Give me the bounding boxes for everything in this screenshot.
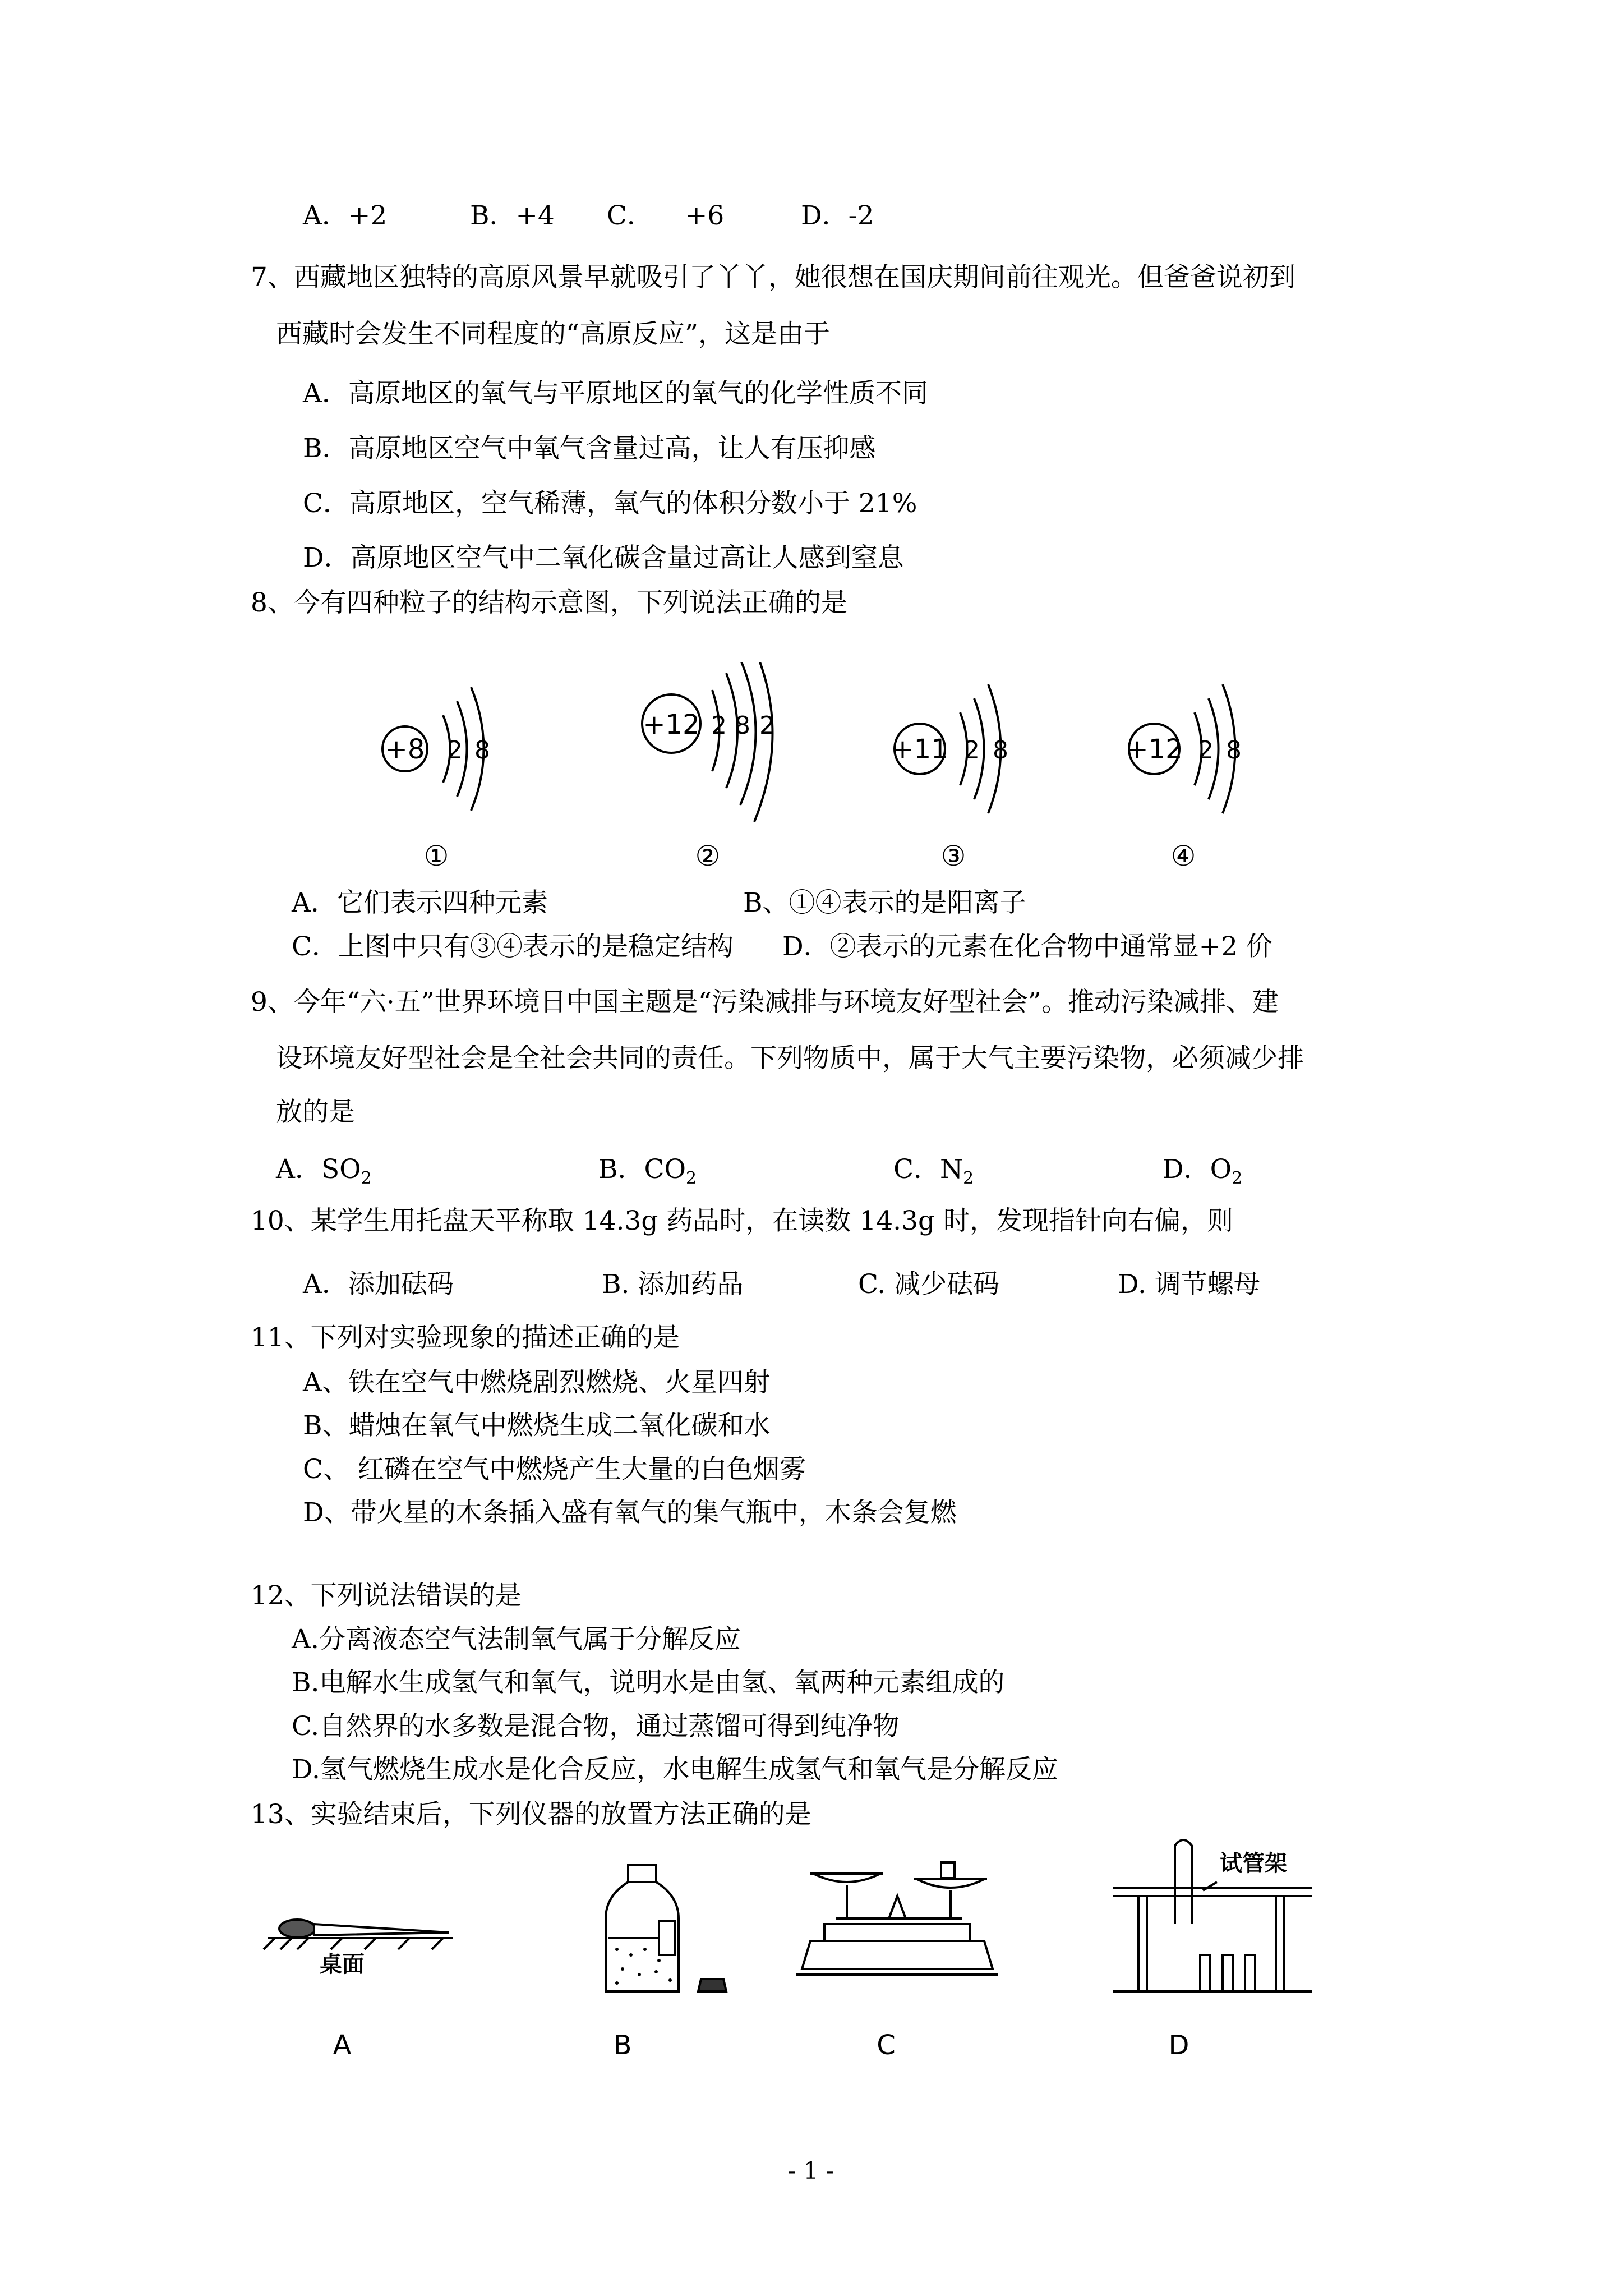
q9-stem-line2: 设环境友好型社会是全社会共同的责任。下列物质中，属于大气主要污染物，必须减少排	[276, 1043, 1304, 1074]
q11-option-a: A、铁在空气中燃烧剧烈燃烧、火星四射	[303, 1367, 770, 1398]
figure-label-b: B	[613, 2030, 632, 2059]
q12-option-a: A.分离液态空气法制氧气属于分解反应	[292, 1624, 741, 1655]
test-tube-rack-label: 试管架	[1220, 1851, 1287, 1876]
atom-4-shell-2: 8	[1226, 736, 1242, 765]
q8-option-a: A．它们表示四种元素	[292, 887, 548, 918]
atom-1-shell-2: 8	[474, 736, 490, 765]
tray-balance-figure	[796, 1862, 998, 1975]
q7-option-d: D．高原地区空气中二氧化碳含量过高让人感到窒息	[303, 542, 904, 573]
q12-option-b: B.电解水生成氢气和氧气，说明水是由氢、氧两种元素组成的	[292, 1667, 1005, 1698]
q9-option-d	[1163, 1153, 1242, 1195]
q10-stem: 10、某学生用托盘天平称取 14.3g 药品时，在读数 14.3g 时，发现指针向右偏，则	[251, 1205, 1234, 1236]
q6-option-a: A．+2	[303, 200, 388, 231]
q7-stem-line1: 7、西藏地区独特的高原风景早就吸引了丫丫，她很想在国庆期间前往观光。但爸爸说初到	[251, 262, 1295, 293]
figure-label-a: A	[333, 2030, 352, 2059]
page-number: - 1 -	[788, 2157, 834, 2184]
atom-1-label: ①	[423, 840, 449, 872]
q11-option-c: C、 红磷在空气中燃烧产生大量的白色烟雾	[303, 1454, 806, 1485]
q9-option-c-subscript: 2	[963, 1168, 974, 1188]
atom-2-nucleus: +12	[643, 709, 700, 740]
q7-stem-line2: 西藏时会发生不同程度的“高原反应”，这是由于	[276, 319, 831, 349]
desk-label: 桌面	[320, 1952, 365, 1977]
q7-option-a: A．高原地区的氧气与平原地区的氧气的化学性质不同	[303, 378, 928, 409]
q13-instrument-figures	[0, 1834, 1623, 2059]
q12-stem: 12、下列说法错误的是	[251, 1580, 522, 1611]
q9-option-b-subscript: 2	[686, 1168, 697, 1188]
q9-option-b	[598, 1153, 697, 1195]
atom-2-shell-3: 2	[759, 711, 775, 740]
atom-diagram-2	[642, 662, 773, 822]
q9-option-b-text: B．CO	[598, 1154, 686, 1185]
atom-4-nucleus: +12	[1126, 734, 1183, 765]
q10-option-a: A．添加砝码	[303, 1269, 454, 1300]
atom-1-shell-1: 2	[447, 736, 463, 765]
q8-option-b: B、①④表示的是阳离子	[743, 887, 1026, 918]
q9-option-c	[893, 1153, 974, 1195]
q6-option-d: D．-2	[801, 200, 874, 231]
reagent-bottle-figure	[606, 1865, 726, 1991]
atom-2-label: ②	[695, 840, 721, 872]
atom-3-nucleus: +11	[891, 734, 948, 765]
q12-option-d: D.氢气燃烧生成水是化合反应，水电解生成氢气和氧气是分解反应	[292, 1754, 1058, 1785]
q11-stem: 11、下列对实验现象的描述正确的是	[251, 1322, 680, 1353]
q9-option-a-subscript: 2	[361, 1168, 372, 1188]
q10-option-d: D. 调节螺母	[1118, 1269, 1260, 1300]
q7-option-c: C．高原地区，空气稀薄，氧气的体积分数小于 21%	[303, 488, 917, 519]
q9-option-a-text: A．SO	[276, 1154, 361, 1185]
figure-label-d: D	[1168, 2030, 1189, 2059]
q8-stem: 8、今有四种粒子的结构示意图，下列说法正确的是	[251, 587, 847, 618]
atom-4-label: ④	[1170, 840, 1196, 872]
q9-stem-line1: 9、今年“六·五”世界环境日中国主题是“污染减排与环境友好型社会”。推动污染减排、建	[251, 987, 1279, 1018]
atom-3-shell-1: 2	[964, 736, 980, 765]
q6-option-c: C．	[607, 200, 653, 231]
figure-label-c: C	[877, 2030, 896, 2059]
q8-option-d: D．②表示的元素在化合物中通常显+2 价	[782, 931, 1272, 962]
atom-3-label: ③	[940, 840, 966, 872]
q8-option-c: C．上图中只有③④表示的是稳定结构	[292, 931, 734, 962]
q10-option-b: B. 添加药品	[602, 1269, 744, 1300]
atom-1-nucleus: +8	[385, 734, 425, 765]
q13-stem: 13、实验结束后，下列仪器的放置方法正确的是	[251, 1799, 811, 1830]
q6-option-c-value: +6	[685, 200, 725, 231]
q9-option-a	[276, 1153, 372, 1195]
q12-option-c: C.自然界的水多数是混合物，通过蒸馏可得到纯净物	[292, 1711, 900, 1742]
q9-option-c-text: C．N	[893, 1154, 963, 1185]
q11-option-d: D、带火星的木条插入盛有氧气的集气瓶中，木条会复燃	[303, 1497, 957, 1528]
q9-option-d-text: D．O	[1163, 1154, 1232, 1185]
q9-stem-line3: 放的是	[276, 1097, 355, 1128]
atom-structure-diagrams	[0, 662, 1623, 898]
q7-option-b: B．高原地区空气中氧气含量过高，让人有压抑感	[303, 433, 876, 464]
q10-option-c: C. 减少砝码	[858, 1269, 1000, 1300]
atom-4-shell-1: 2	[1198, 736, 1214, 765]
dropper-on-desk-figure	[264, 1920, 453, 1949]
atom-2-shell-1: 2	[711, 711, 727, 740]
atom-2-shell-2: 8	[735, 711, 750, 740]
q6-option-b: B．+4	[470, 200, 555, 231]
q9-option-d-subscript: 2	[1232, 1168, 1243, 1188]
atom-3-shell-2: 8	[993, 736, 1008, 765]
q11-option-b: B、蜡烛在氧气中燃烧生成二氧化碳和水	[303, 1410, 771, 1441]
